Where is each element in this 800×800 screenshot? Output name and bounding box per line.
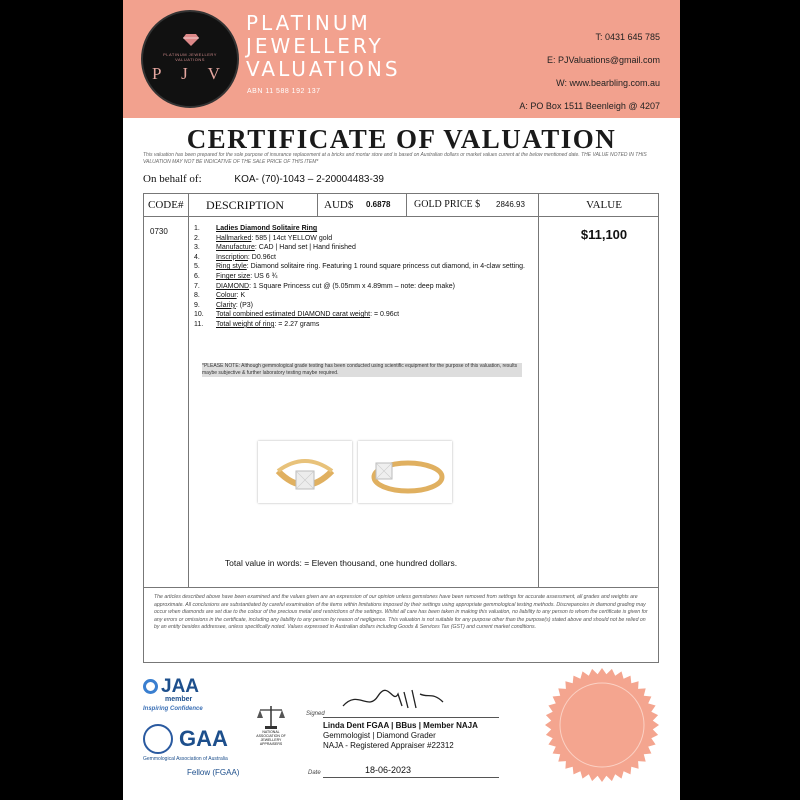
column-divider <box>538 194 539 587</box>
list-item: 6. Finger size: US 6 ¾ <box>194 272 278 280</box>
column-divider <box>317 194 318 216</box>
signer-details <box>323 721 478 751</box>
date-label: Date <box>308 770 321 776</box>
column-divider <box>406 194 407 216</box>
jaa-logo: JAA member Inspiring Confidence <box>143 676 203 712</box>
letterhead <box>123 0 680 118</box>
ring-photo-side <box>358 441 452 503</box>
brand-line: VALUATIONS <box>246 57 401 81</box>
list-item: 10. Total combined estimated DIAMOND carat weight: = 0.96ct <box>194 311 400 319</box>
address: A: PO Box 1511 Beenleigh @ 4207 <box>519 101 660 111</box>
gaa-name: Gemmological Association of Australia <box>143 756 228 762</box>
seal-icon <box>543 666 661 784</box>
valuation-disclaimer: This valuation has been prepared for the sole purpose of insurance replacement at a bricks and mortar store and is based on Australian dollars or market values current at the below mentioned date. THE VALUE NOTED IN THIS VALUATION MAY NOT BE INDICATIVE OF THE SALE PRICE OF THIS ITEM* <box>143 152 647 165</box>
valuation-table <box>143 193 659 663</box>
list-item: 4. Inscription: D0.96ct <box>194 253 276 261</box>
ring-photo-front <box>258 441 352 503</box>
jaa-tagline: Inspiring Confidence <box>143 706 203 712</box>
table-header <box>144 194 658 217</box>
jaa-member: member <box>165 696 193 703</box>
brand-name <box>246 12 401 81</box>
email: E: PJValuations@gmail.com <box>546 55 660 65</box>
logo-monogram: P J V <box>152 64 228 83</box>
list-item: 1. Ladies Diamond Solitaire Ring <box>194 225 318 232</box>
header-gold-price: GOLD PRICE $ <box>414 199 481 210</box>
brand-line: JEWELLERY <box>246 34 384 58</box>
list-item: 3. Manufacture: CAD | Hand set | Hand finished <box>194 244 356 252</box>
brand-line: PLATINUM <box>246 11 371 35</box>
header-code: CODE# <box>148 199 184 211</box>
item-code: 0730 <box>150 227 168 236</box>
list-item: 9. Clarity: (P3) <box>194 301 253 309</box>
list-item: 8. Colour: K <box>194 292 246 300</box>
signer-role: Gemmologist | Diamond Grader <box>323 731 436 740</box>
certificate-title: CERTIFICATE OF VALUATION <box>186 124 617 154</box>
behalf-label: On behalf of: <box>143 173 202 185</box>
phone: T: 0431 645 785 <box>595 32 660 42</box>
pjv-logo <box>141 10 239 108</box>
naja-logo-text: NATIONAL ASSOCIATION OF JEWELLERY APPRAISERS <box>256 730 286 746</box>
signed-label: Signed <box>306 711 325 717</box>
certificate-page <box>123 0 680 800</box>
item-value: $11,100 <box>580 227 628 242</box>
contact-block <box>519 26 660 118</box>
gaa-logo: GAA <box>179 726 228 751</box>
signature-line <box>323 717 499 718</box>
list-item: 5. Ring style: Diamond solitaire ring. Featuring 1 round square princess cut diamond, in 4-claw setting. <box>194 263 525 271</box>
list-item: 7. DIAMOND: 1 Square Princess cut @ (5.05mm x 4.89mm – note: deep make) <box>194 282 455 290</box>
gaa-emblem-icon <box>143 724 173 754</box>
logo-arc-text: PLATINUM JEWELLERY VALUATIONS <box>163 52 217 62</box>
jaa-ring-icon <box>143 679 158 694</box>
gold-price-value: 2846.93 <box>496 200 525 209</box>
abn-number: ABN 11 588 192 137 <box>247 88 321 95</box>
table-divider <box>144 587 658 588</box>
value-in-words: Total value in words: = Eleven thousand, one hundred dollars. <box>224 558 458 568</box>
list-item: 2. Hallmarked: 585 | 14ct YELLOW gold <box>194 234 333 242</box>
header-aud: AUD$ <box>324 199 354 211</box>
signer-name: Linda Dent FGAA | BBus | Member NAJA <box>323 721 478 730</box>
aud-rate: 0.6878 <box>366 200 391 209</box>
list-item: 11. Total weight of ring: = 2.27 grams <box>194 320 320 328</box>
header-description: DESCRIPTION <box>206 198 285 212</box>
date-line <box>323 777 499 778</box>
scales-of-justice-icon <box>256 704 286 730</box>
diamond-icon <box>183 34 199 46</box>
on-behalf-of <box>143 173 384 185</box>
header-value: VALUE <box>586 199 622 211</box>
valuation-date: 18-06-2023 <box>365 765 412 775</box>
column-divider <box>188 194 189 587</box>
signature-image <box>338 684 458 714</box>
gaa-fellow: Fellow (FGAA) <box>187 768 240 777</box>
terms-fine-print: The articles described above have been examined and the values given are an expression of our opinion unless gemstones have been removed from settings for accurate assessment, all grades and weights are approximate. All conclusions are substantiated by careful examination of the items within limitations imposed by their settings using appropriate gemmological testing methods. Discrepancies in diamond grading may occur when diamonds are set due to the colour of the precious metal and restrictions of the settings. Whilst all care has been taken in making this valuation, no liability to any person to whom the certificate is given for any errors or omissions in the certificate, including any liability to any person by reason of negligence. This valuation is not suitable for any purpose other than the purpose(s) stated above and should not be relied on by an entity besides addressee, unless specifically noted. Values expressed in Australian dollars including Goods & Services Tax (GST) and current market conditions. <box>154 594 648 631</box>
description-list <box>194 224 534 330</box>
website: W: www.bearbling.com.au <box>556 78 660 88</box>
testing-note: *PLEASE NOTE: Although gemmological grade testing has been conducted using scientific equipment for the purpose of this valuation, results maybe subjective & further laboratory testing maybe required. <box>202 363 522 377</box>
behalf-reference: KOA- (70)-1043 – 2-20004483-39 <box>234 174 384 185</box>
signer-registration: NAJA - Registered Appraiser #22312 <box>323 741 454 750</box>
